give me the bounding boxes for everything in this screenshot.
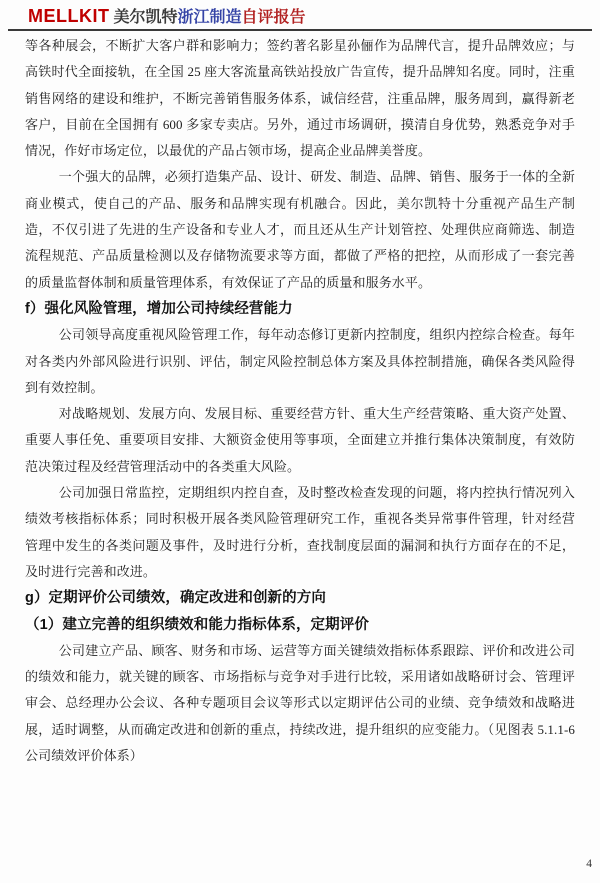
subsection-heading-1: （1）建立完善的组织绩效和能力指标体系，定期评价 (25, 616, 369, 633)
brand-logo: MELLKIT (28, 6, 110, 26)
paragraph: 公司领导高度重视风险管理工作，每年动态修订更新内控制度，组织内控综合检查。每年对各类内外部风险进行识别、评估，制定风险控制总体方案及具体控制措施，确保各类风险得到有效控制。 (25, 327, 575, 395)
report-title-type: 自评报告 (241, 9, 306, 26)
paragraph: 公司加强日常监控，定期组织内控自查，及时整改检查发现的问题，将内控执行情况列入绩效考核指标体系；同时积极开展各类风险管理研究工作，重视各类异常事件管理，针对经营管理中发生的各类问题及事件，及时进行分析，查找制度层面的漏洞和执行方面存在的不足，及时进行完善和改进。 (25, 485, 575, 579)
document-body (25, 33, 575, 769)
report-title-region: 浙江制造 (177, 9, 242, 26)
section-heading-f: f）强化风险管理，增加公司持续经营能力 (25, 300, 293, 317)
paragraph: 一个强大的品牌，必须打造集产品、设计、研发、制造、品牌、销售、服务于一体的全新商业模式，使自己的产品、服务和品牌实现有机融合。因此，美尔凯特十分重视产品生产制造，不仅引进了先进的生产设备和专业人才，而且还从生产计划管控、处理供应商筛选、制造流程规范、产品质量检测以及存储物流要求等方面，都做了严格的把控，从而形成了一套完善的质量监督体制和质量管理体系，有效保证了产品的质量和服务水平。 (25, 169, 575, 290)
paragraph: 对战略规划、发展方向、发展目标、重要经营方针、重大生产经营策略、重大资产处置、重要人事任免、重要项目安排、大额资金使用等事项，全面建立并推行集体决策制度，有效防范决策过程及经营管理活动中的各类重大风险。 (25, 406, 575, 474)
paragraph: 公司建立产品、顾客、财务和市场、运营等方面关键绩效指标体系跟踪、评价和改进公司的绩效和能力，就关键的顾客、市场指标与竞争对手进行比较，采用诸如战略研讨会、管理评审会、总经理办公会议、各种专题项目会议等形式以定期评估公司的业绩、竞争绩效和战略进展，适时调整，从而确定改进和创新的重点，持续改进，提升组织的应变能力。（见图表 5.1.1-6 公司绩效评价体系） (25, 642, 575, 764)
page-number: 4 (586, 858, 592, 870)
page-header (8, 3, 592, 31)
section-heading-g: g）定期评价公司绩效，确定改进和创新的方向 (25, 590, 326, 607)
brand-name: 美尔凯特 (109, 9, 178, 26)
paragraph: 等各种展会，不断扩大客户群和影响力；签约著名影星孙俪作为品牌代言，提升品牌效应；与高铁时代全面接轨，在全国 25 座大客流量高铁站投放广告宣传，提升品牌知名度。同时，注重销售网络的建设和维护，不断完善销售服务体系，诚信经营，注重品牌，服务周到，赢得新老客户，目前在全国拥有 600 多家专卖店。另外，通过市场调研，摸清自身优势，熟悉竞争对手情况，作好市场定位，以最优的产品占领市场，提高企业品牌美誉度。 (25, 38, 575, 159)
